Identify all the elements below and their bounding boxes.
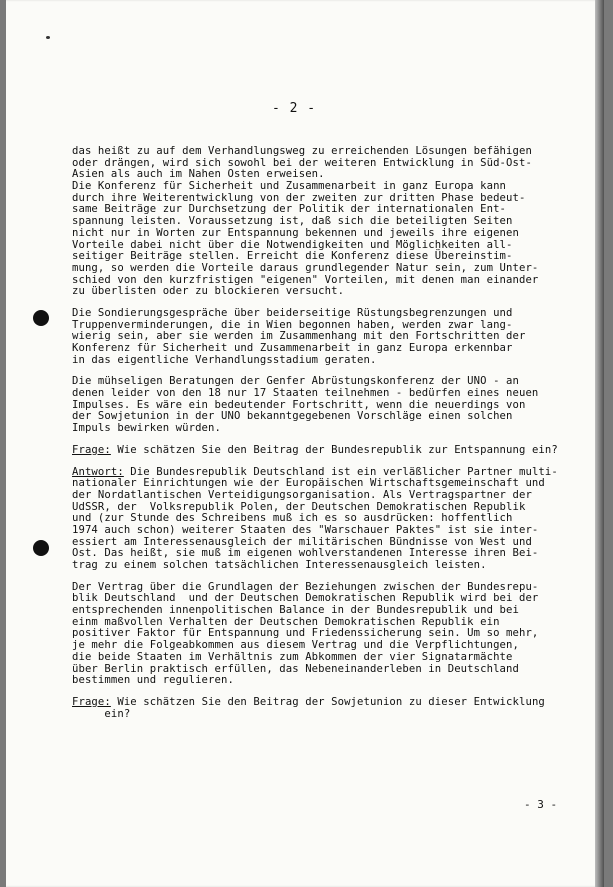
punch-hole xyxy=(33,540,49,556)
text-line: schied von den kurzfristigen "eigenen" Vorteilen, mit denen man einander xyxy=(72,273,539,286)
text-line: Die mühseligen Beratungen der Genfer Abrüstungskonferenz der UNO - an xyxy=(72,375,519,388)
text-line: Truppenverminderungen, die in Wien begonnen haben, werden zwar lang- xyxy=(72,318,513,331)
text-line: positiver Faktor für Entspannung und Friedenssicherung sein. Um so mehr, xyxy=(72,627,539,640)
text-line: blik Deutschland und der Deutschen Demokratischen Republik wird bei der xyxy=(72,592,539,605)
text-line: das heißt zu auf dem Verhandlungsweg zu erreichenden Lösungen befähigen xyxy=(72,145,532,157)
question-label: Frage: xyxy=(72,443,111,456)
text-line: spannung leisten. Voraussetzung ist, daß sich die beteiligten Seiten xyxy=(72,215,513,228)
text-line: nationaler Einrichtungen wie der Europäischen Wirtschaftsgemeinschaft und xyxy=(72,477,545,490)
text-line: UdSSR, der Volksrepublik Polen, der Deutschen Demokratischen Republik xyxy=(72,500,526,513)
text-line: denen leider von den 18 nur 17 Staaten teilnehmen - bedürfen eines neuen xyxy=(72,387,539,400)
punch-hole xyxy=(33,310,49,326)
next-page-indicator: - 3 - xyxy=(524,798,558,811)
text-line: in das eigentliche Verhandlungsstadium geraten. xyxy=(72,353,377,366)
text-line: mung, so werden die Vorteile daraus grundlegender Natur sein, zum Unter- xyxy=(72,261,539,274)
paragraph xyxy=(72,582,592,687)
text-line: trag zu einem solchen tatsächlichen Interessenausgleich leisten. xyxy=(72,559,487,571)
text-line: je mehr die Folgeabkommen aus diesem Vertrag und die Verpflichtungen, xyxy=(72,639,519,652)
paragraph xyxy=(72,376,592,434)
answer xyxy=(72,467,592,572)
question xyxy=(72,445,592,457)
document-page xyxy=(6,0,604,887)
body-text xyxy=(72,146,592,720)
paragraph xyxy=(72,146,592,298)
text-line: durch ihre Weiterentwicklung von der zweiten zur dritten Phase bedeut- xyxy=(72,191,526,204)
text-line: über Berlin praktisch erfüllen, das Nebeneinanderleben in Deutschland xyxy=(72,662,519,675)
text-line: Wie schätzen Sie den Beitrag der Bundesrepublik zur Entspannung ein? xyxy=(110,443,558,456)
text-line: einm maßvollen Verhalten der Deutschen Demokratischen Republik ein xyxy=(72,615,500,628)
text-line: der Nordatlantischen Verteidigungsorganisation. Als Vertragspartner der xyxy=(72,488,532,501)
text-line: die beide Staaten im Verhältnis zum Abkommen der vier Signatarmächte xyxy=(72,650,513,663)
text-line: bestimmen und regulieren. xyxy=(72,674,234,687)
text-line: Konferenz für Sicherheit und Zusammenarbeit in ganz Europa erkennbar xyxy=(72,342,513,354)
text-line: 1974 auch schon) weiterer Staaten des "Warschauer Paktes" ist sie inter- xyxy=(72,523,539,536)
text-line: Impuls bewirken würden. xyxy=(72,422,221,435)
text-line: zu überlisten oder zu blockieren versucht. xyxy=(72,285,345,298)
text-line: Wie schätzen Sie den Beitrag der Sowjetunion zu dieser Entwicklung xyxy=(110,695,545,708)
text-line: Die Konferenz für Sicherheit und Zusammenarbeit in ganz Europa kann xyxy=(72,180,507,193)
text-line: und (zur Stunde des Schreibens muß ich es so ausdrücken: hoffentlich xyxy=(72,512,513,525)
page-number: - 2 - xyxy=(272,101,317,116)
text-line: wierig sein, aber sie werden im Zusammenhang mit den Fortschritten der xyxy=(72,330,526,343)
text-line: Vorteile dabei nicht über die Notwendigkeiten und Möglichkeiten all- xyxy=(72,238,513,251)
question xyxy=(72,697,592,720)
text-line: ein? xyxy=(72,707,131,720)
text-line: Die Sondierungsgespräche über beiderseitige Rüstungsbegrenzungen und xyxy=(72,306,513,319)
text-line: der Sowjetunion in der UNO bekanntgegebenen Vorschläge einen solchen xyxy=(72,410,513,423)
text-line: Ost. Das heißt, sie muß im eigenen wohlverstandenen Interesse ihren Bei- xyxy=(72,547,539,560)
paragraph xyxy=(72,308,592,366)
text-line: seitiger Beiträge stellen. Erreicht die Konferenz diese Übereinstim- xyxy=(72,250,513,263)
question-label: Frage: xyxy=(72,695,111,708)
text-line: nicht nur in Worten zur Entspannung bekennen und jeweils ihre eigenen xyxy=(72,226,519,239)
text-line: same Beiträge zur Durchsetzung der Politik der internationalen Ent- xyxy=(72,203,507,216)
scan-speck xyxy=(46,36,50,39)
answer-label: Antwort: xyxy=(72,465,124,478)
text-line: oder drängen, wird sich sowohl bei der weiteren Entwicklung in Süd-Ost- xyxy=(72,156,532,169)
page-edge-shadow xyxy=(595,0,604,887)
text-line: Die Bundesrepublik Deutschland ist ein verläßlicher Partner multi- xyxy=(123,465,558,478)
text-line: Impulses. Es wäre ein bedeutender Fortschritt, wenn die neuerdings von xyxy=(72,398,526,411)
text-line: entsprechenden innenpolitischen Balance in der Bundesrepublik und bei xyxy=(72,604,519,617)
text-line: Der Vertrag über die Grundlagen der Beziehungen zwischen der Bundesrepu- xyxy=(72,580,539,593)
text-line: Asien als auch im Nahen Osten erweisen. xyxy=(72,168,325,181)
text-line: essiert am Interessenausgleich der militärischen Bündnisse von West und xyxy=(72,535,532,548)
